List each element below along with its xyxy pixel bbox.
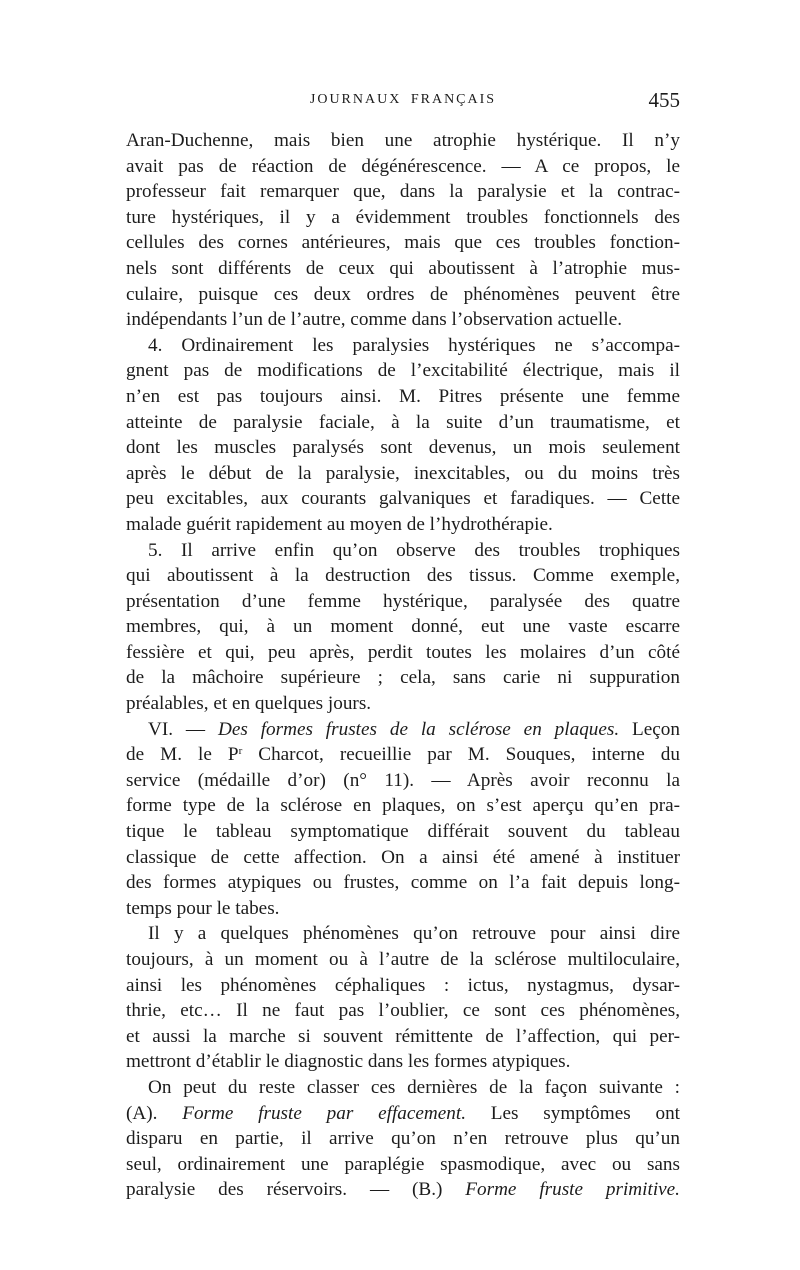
text-segment: Les symptômes ont <box>466 1102 680 1124</box>
text-segment: atteinte de paralysie faciale, à la suite d’un traumatisme, et <box>126 411 680 433</box>
text-segment: ainsi les phénomènes céphaliques : ictus, nystagmus, dysar- <box>126 974 680 996</box>
text-segment: gnent pas de modifications de l’excitabilité électrique, mais il <box>126 360 680 382</box>
text-segment: malade guérit rapidement au moyen de l’hydrothérapie. <box>126 513 553 535</box>
text-line <box>126 1152 680 1178</box>
page-number: 455 <box>648 88 680 112</box>
text-line <box>126 717 680 743</box>
text-segment: présentation d’une femme hystérique, paralysée des quatre <box>126 590 680 612</box>
italic-text: Forme fruste primitive. <box>465 1179 680 1201</box>
text-segment: ture hystériques, il y a évidemment troubles fonctionnels des <box>126 206 680 228</box>
text-segment: Aran-Duchenne, mais bien une atrophie hystérique. Il n’y <box>126 130 680 151</box>
text-segment: Leçon <box>619 718 680 740</box>
text-line <box>126 973 680 999</box>
text-segment: de M. le P <box>126 744 239 766</box>
text-segment: service (médaille d’or) (n° 11). — Après avoir reconnu la <box>126 769 680 791</box>
text-line <box>126 614 680 640</box>
text-segment: temps pour le tabes. <box>126 897 280 919</box>
text-line <box>126 358 680 384</box>
italic-text: Des formes frustes de la sclérose en plaques. <box>217 718 620 740</box>
text-line <box>126 307 680 333</box>
text-line <box>126 896 680 922</box>
text-line <box>126 1177 680 1203</box>
text-line <box>126 921 680 947</box>
text-segment: membres, qui, à un moment donné, eut une vaste escarre <box>126 616 680 638</box>
text-segment: forme type de la sclérose en plaques, on s’est aperçu qu’en pra- <box>126 795 680 817</box>
text-line <box>126 154 680 180</box>
text-segment: nels sont différents de ceux qui aboutissent à l’atrophie mus- <box>126 257 680 279</box>
text-segment: professeur fait remarquer que, dans la paralysie et la contrac- <box>126 181 680 203</box>
text-line <box>126 384 680 410</box>
text-line <box>126 665 680 691</box>
text-segment: disparu en partie, il arrive qu’on n’en retrouve plus qu’un <box>126 1128 680 1150</box>
text-segment: préalables, et en quelques jours. <box>126 693 372 715</box>
text-segment: mettront d’établir le diagnostic dans les formes atypiques. <box>126 1051 571 1073</box>
text-segment: seul, ordinairement une paraplégie spasmodique, avec ou sans <box>126 1153 680 1175</box>
text-segment: n’en est pas toujours ainsi. M. Pitres présente une femme <box>126 385 680 407</box>
text-segment: Il y a quelques phénomènes qu’on retrouve pour ainsi dire <box>148 923 680 945</box>
text-line <box>126 870 680 896</box>
text-segment: dont les muscles paralysés sont devenus, un mois seulement <box>126 437 680 459</box>
text-line <box>126 282 680 308</box>
text-segment: tique le tableau symptomatique différait souvent du tableau <box>126 821 680 843</box>
book-page <box>126 88 680 1203</box>
body-text <box>126 128 680 1203</box>
text-line <box>126 845 680 871</box>
text-segment: cellules des cornes antérieures, mais que ces troubles fonction- <box>126 232 680 254</box>
text-segment: Charcot, recueillie par M. Souques, interne du <box>242 744 680 766</box>
text-segment: peu excitables, aux courants galvaniques et faradiques. — Cette <box>126 488 680 510</box>
text-segment: fessière et qui, peu après, perdit toutes les molaires d’un côté <box>126 641 680 663</box>
text-line <box>126 205 680 231</box>
text-segment: culaire, puisque ces deux ordres de phénomènes peuvent être <box>126 283 680 305</box>
text-line <box>126 691 680 717</box>
text-line <box>126 819 680 845</box>
text-line <box>126 1126 680 1152</box>
text-segment: après le début de la paralysie, inexcitables, ou du moins très <box>126 462 680 484</box>
text-segment: avait pas de réaction de dégénérescence. — A ce propos, le <box>126 155 680 177</box>
text-segment: thrie, etc… Il ne faut pas l’oublier, ce sont ces phénomènes, <box>126 1000 680 1022</box>
text-line <box>126 179 680 205</box>
text-line <box>126 793 680 819</box>
text-line <box>126 563 680 589</box>
page-header <box>126 88 680 128</box>
text-segment: paralysie des réservoirs. — (B.) <box>126 1179 466 1201</box>
text-line <box>126 1049 680 1075</box>
text-line <box>126 998 680 1024</box>
text-line <box>126 1024 680 1050</box>
text-line <box>126 486 680 512</box>
text-line <box>126 768 680 794</box>
text-line <box>126 230 680 256</box>
text-line <box>126 128 680 154</box>
text-line <box>126 435 680 461</box>
text-line <box>126 742 680 768</box>
text-segment: classique de cette affection. On a ainsi été amené à instituer <box>126 846 680 868</box>
text-segment: des formes atypiques ou frustes, comme on l’a fait depuis long- <box>126 872 680 894</box>
text-segment: de la mâchoire supérieure ; cela, sans carie ni suppuration <box>126 667 680 689</box>
superscript: r <box>238 745 243 758</box>
text-segment: On peut du reste classer ces dernières de la façon suivante : <box>148 1076 680 1098</box>
running-title: JOURNAUX FRANÇAIS <box>309 92 497 107</box>
text-line <box>126 538 680 564</box>
text-segment: toujours, à un moment ou à l’autre de la sclérose multiloculaire, <box>126 949 680 970</box>
text-line <box>126 512 680 538</box>
text-line <box>126 333 680 359</box>
text-segment: (A). <box>126 1102 183 1124</box>
text-line <box>126 947 680 973</box>
text-segment: 4. Ordinairement les paralysies hystériques ne s’accompa- <box>148 334 680 356</box>
text-segment: indépendants l’un de l’autre, comme dans l’observation actuelle. <box>126 309 623 331</box>
text-segment: qui aboutissent à la destruction des tissus. Comme exemple, <box>126 565 680 587</box>
text-line <box>126 1101 680 1127</box>
text-segment: et aussi la marche si souvent rémittente de l’affection, qui per- <box>126 1025 680 1047</box>
text-line <box>126 256 680 282</box>
text-segment: 5. Il arrive enfin qu’on observe des troubles trophiques <box>148 539 680 561</box>
text-line <box>126 589 680 615</box>
text-line <box>126 461 680 487</box>
text-line <box>126 410 680 436</box>
text-line <box>126 640 680 666</box>
italic-text: Forme fruste par effacement. <box>182 1102 466 1124</box>
text-line <box>126 1075 680 1101</box>
text-segment: VI. — <box>148 718 218 740</box>
